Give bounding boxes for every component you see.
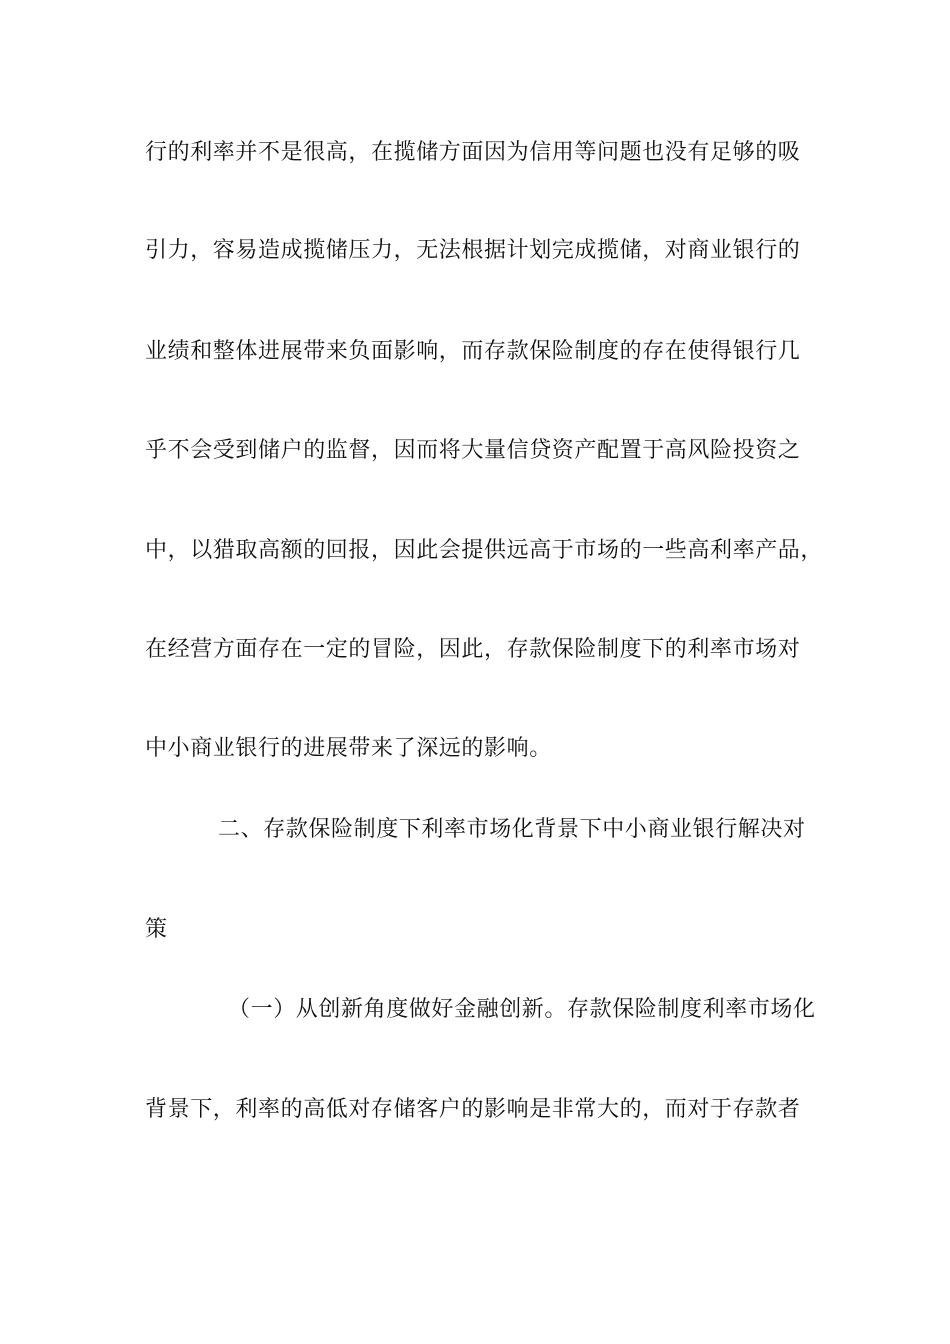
paragraph-line-6: 在经营方面存在一定的冒险，因此，存款保险制度下的利率市场对 [145, 637, 801, 662]
paragraph-line-3: 业绩和整体进展带来负面影响，而存款保险制度的存在使得银行几 [145, 339, 801, 364]
paragraph-line-5: 中，以猎取高额的回报，因此会提供远高于市场的一些高利率产品， [145, 538, 824, 563]
paragraph-line-1: 行的利率并不是很高，在揽储方面因为信用等问题也没有足够的吸 [145, 140, 801, 165]
section-heading-line-1: 二、存款保险制度下利率市场化背景下中小商业银行解决对 [218, 817, 806, 842]
subsection-line-1: （一）从创新角度做好金融创新。存款保险制度利率市场化 [228, 997, 816, 1022]
subsection-line-2: 背景下，利率的高低对存储客户的影响是非常大的，而对于存款者 [145, 1097, 801, 1122]
section-heading-line-2: 策 [145, 917, 168, 942]
paragraph-line-2: 引力，容易造成揽储压力，无法根据计划完成揽储，对商业银行的 [145, 238, 801, 263]
paragraph-line-4: 乎不会受到储户的监督，因而将大量信贷资产配置于高风险投资之 [145, 438, 801, 463]
paragraph-line-7: 中小商业银行的进展带来了深远的影响。 [145, 736, 552, 761]
